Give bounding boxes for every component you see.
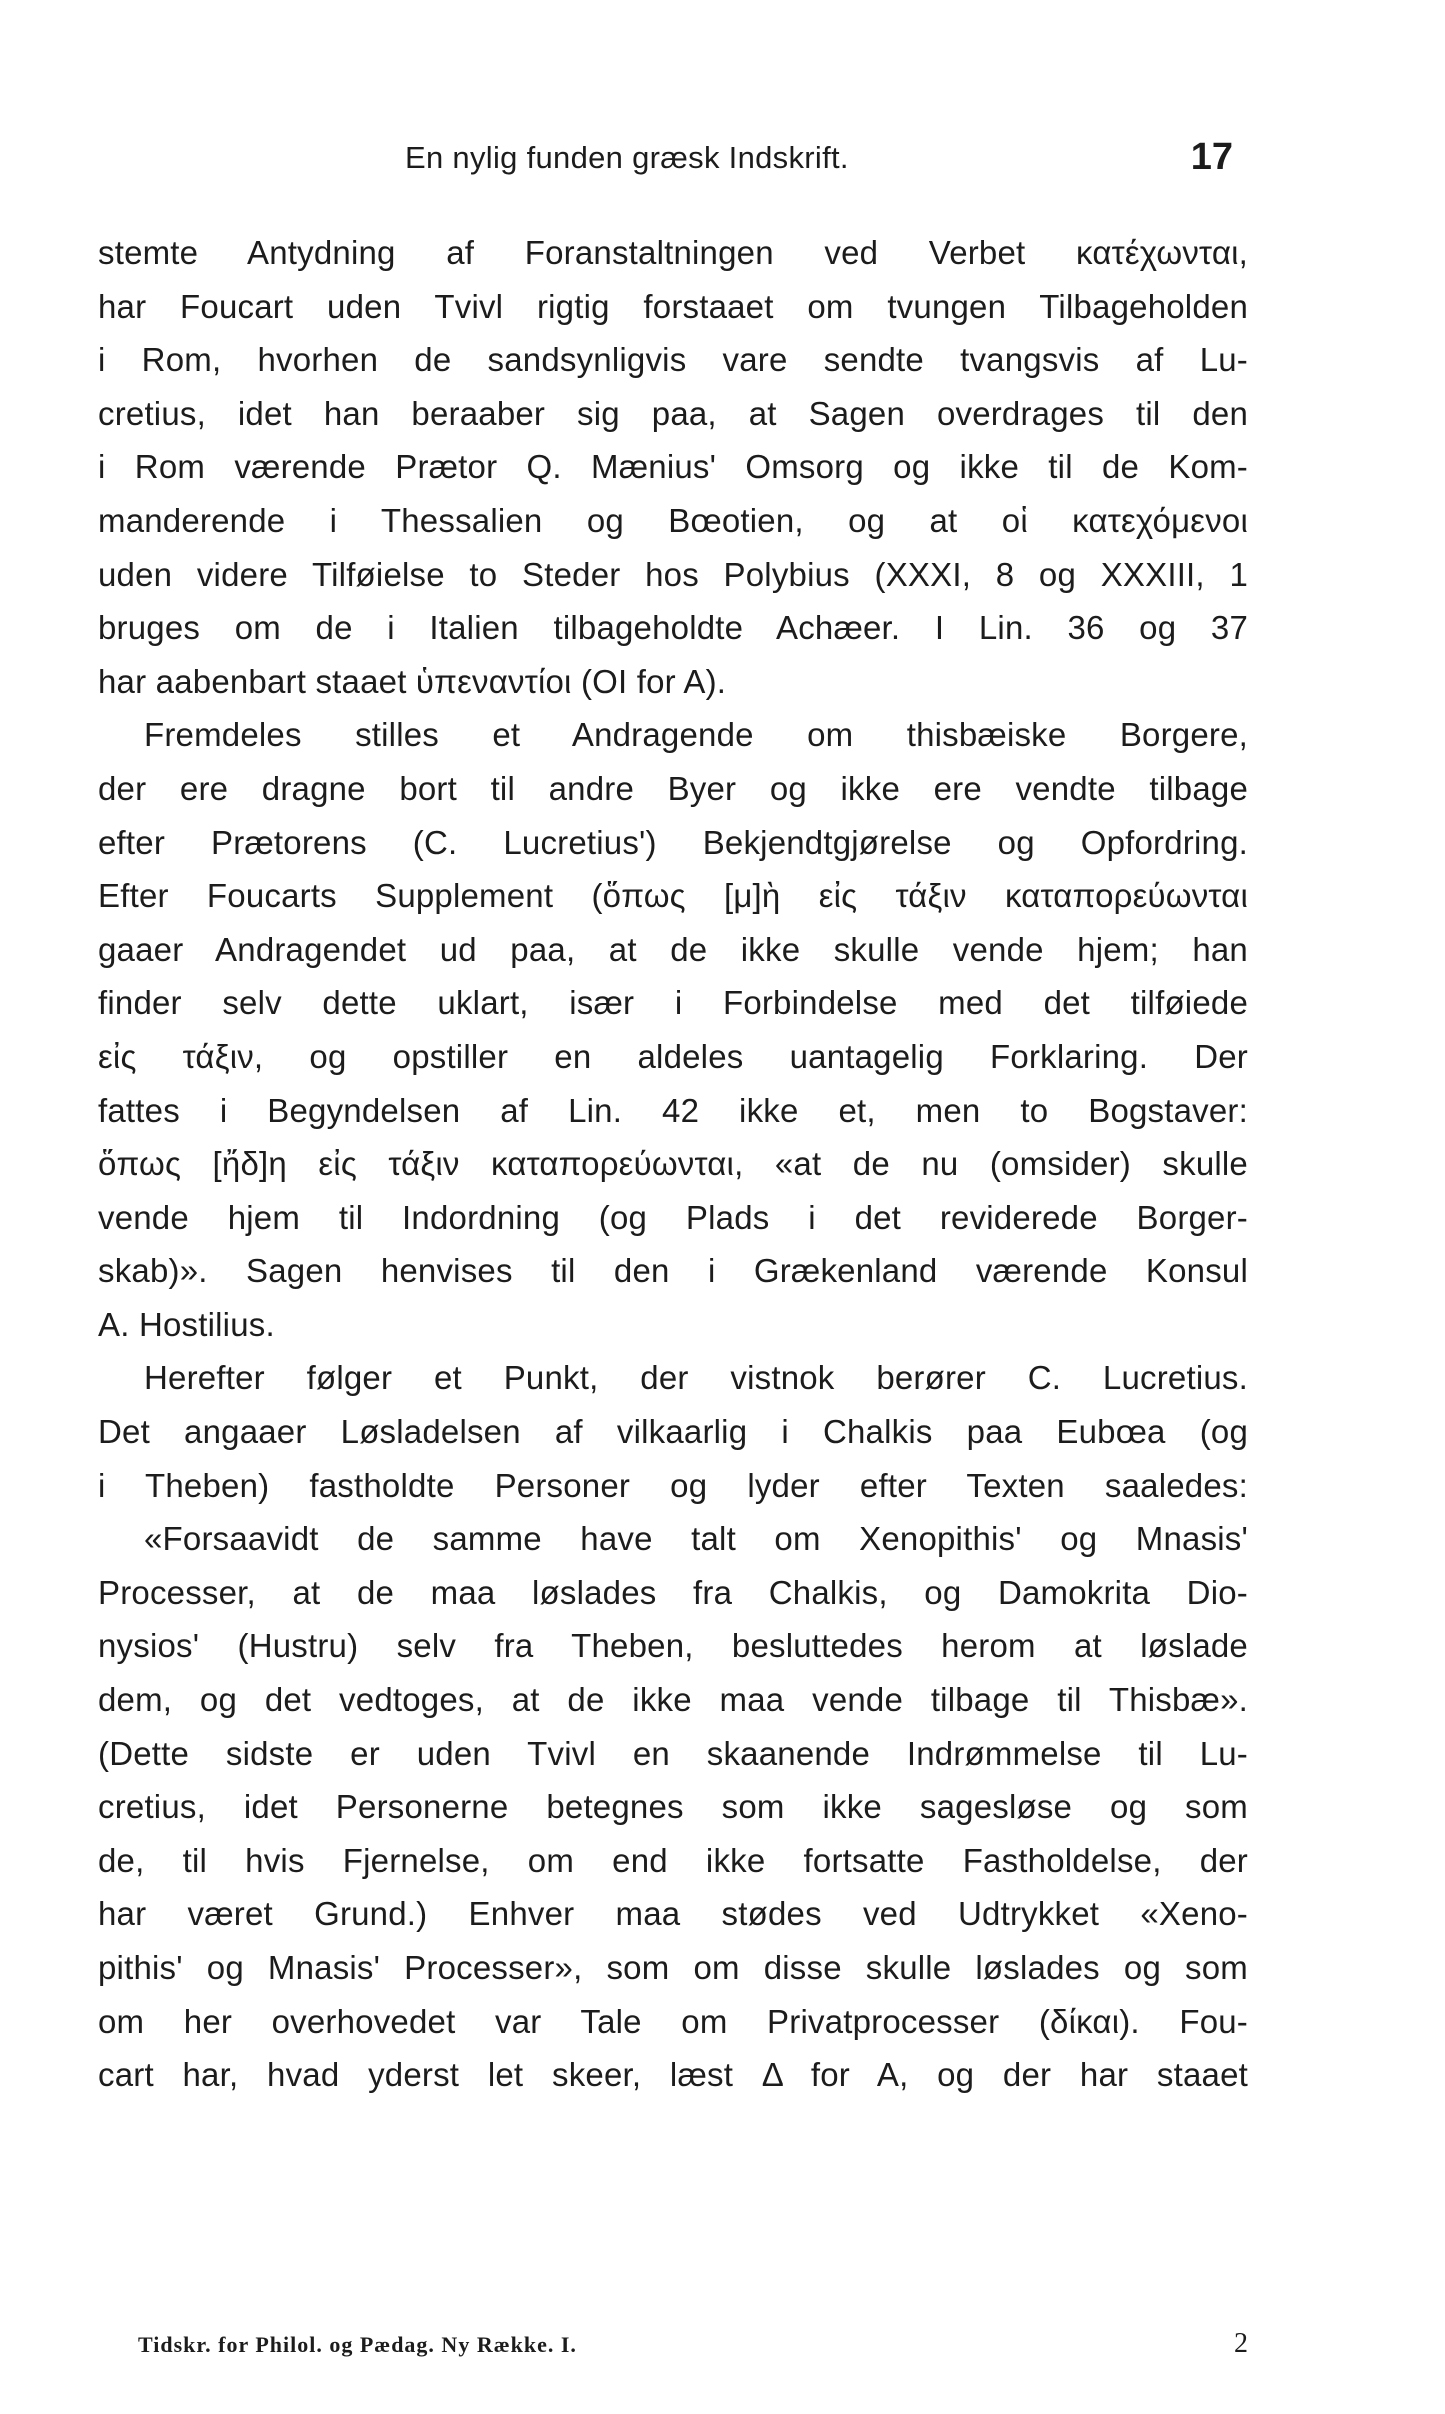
text-line: nysios' (Hustru) selv fra Theben, besluttedes herom at løslade	[98, 1627, 1248, 1665]
text-line: i Theben) fastholdte Personer og lyder efter Texten saaledes:	[98, 1466, 1248, 1504]
text-line: Det angaaer Løsladelsen af vilkaarlig i Chalkis paa Eubœa (og	[98, 1413, 1248, 1451]
text-line: efter Prætorens (C. Lucretius') Bekjendtgjørelse og Opfordring.	[98, 823, 1248, 861]
page-footer	[138, 2328, 1248, 2372]
text-line: har Foucart uden Tvivl rigtig forstaaet om tvungen Tilbageholden	[98, 287, 1248, 325]
text-line: cretius, idet Personerne betegnes som ikke sagesløse og som	[98, 1788, 1248, 1826]
text-line: om her overhovedet var Tale om Privatprocesser (δίκαι). Fou-	[98, 2002, 1248, 2040]
text-line: ὅπως [ἤδ]η εἰς τάξιν καταπορεύωνται, «at de nu (omsider) skulle	[98, 1145, 1248, 1183]
text-line: εἰς τάξιν, og opstiller en aldeles uantagelig Forklaring. Der	[98, 1037, 1248, 1075]
running-header	[405, 136, 1233, 186]
printer-signature: Tidskr. for Philol. og Pædag. Ny Række. I.	[138, 2332, 577, 2357]
body-text	[98, 226, 1248, 2102]
text-line: uden videre Tilføielse to Steder hos Polybius (XXXI, 8 og XXXIII, 1	[98, 555, 1248, 593]
text-line: Fremdeles stilles et Andragende om thisbæiske Borgere,	[144, 716, 1248, 754]
text-line: i Rom værende Prætor Q. Mænius' Omsorg og ikke til de Kom-	[98, 448, 1248, 486]
text-line: i Rom, hvorhen de sandsynligvis vare sendte tvangsvis af Lu-	[98, 341, 1248, 379]
text-line: Processer, at de maa løslades fra Chalkis, og Damokrita Dio-	[98, 1573, 1248, 1611]
text-line: har været Grund.) Enhver maa stødes ved Udtrykket «Xeno-	[98, 1895, 1248, 1933]
text-line: cretius, idet han beraaber sig paa, at Sagen overdrages til den	[98, 394, 1248, 432]
text-line: cart har, hvad yderst let skeer, læst Δ for A, og der har staaet	[98, 2056, 1248, 2094]
text-line: A. Hostilius.	[98, 1305, 275, 1343]
text-line: har aabenbart staaet ὑπεναντίοι (OI for A).	[98, 662, 727, 700]
text-line: dem, og det vedtoges, at de ikke maa vende tilbage til Thisbæ».	[98, 1681, 1248, 1719]
text-line: de, til hvis Fjernelse, om end ikke fortsatte Fastholdelse, der	[98, 1841, 1248, 1879]
text-line: Efter Foucarts Supplement (ὅπως [μ]ὴ εἰς τάξιν καταπορεύωνται	[98, 877, 1248, 915]
text-line: gaaer Andragendet ud paa, at de ikke skulle vende hjem; han	[98, 930, 1248, 968]
text-line: pithis' og Mnasis' Processer», som om disse skulle løslades og som	[98, 1949, 1248, 1986]
running-title: En nylig funden græsk Indskrift.	[405, 140, 849, 175]
page-number: 17	[1190, 136, 1233, 178]
sheet-number: 2	[1234, 2328, 1248, 2359]
text-line: «Forsaavidt de samme have talt om Xenopithis' og Mnasis'	[144, 1520, 1248, 1558]
text-line: finder selv dette uklart, især i Forbindelse med det tilføiede	[98, 984, 1248, 1022]
text-line: (Dette sidste er uden Tvivl en skaanende Indrømmelse til Lu-	[98, 1734, 1248, 1772]
text-line: fattes i Begyndelsen af Lin. 42 ikke et, men to Bogstaver:	[98, 1091, 1248, 1129]
text-line: stemte Antydning af Foranstaltningen ved Verbet κατέχωνται,	[98, 234, 1248, 271]
text-line: der ere dragne bort til andre Byer og ikke ere vendte tilbage	[98, 769, 1248, 807]
text-line: skab)». Sagen henvises til den i Grækenland værende Konsul	[98, 1252, 1248, 1290]
text-line: Herefter følger et Punkt, der vistnok berører C. Lucretius.	[144, 1359, 1248, 1397]
text-line: manderende i Thessalien og Bœotien, og at οἱ κατεχόμενοι	[98, 501, 1248, 539]
text-line: vende hjem til Indordning (og Plads i det reviderede Borger-	[98, 1198, 1248, 1236]
text-line: bruges om de i Italien tilbageholdte Achæer. I Lin. 36 og 37	[98, 609, 1248, 647]
